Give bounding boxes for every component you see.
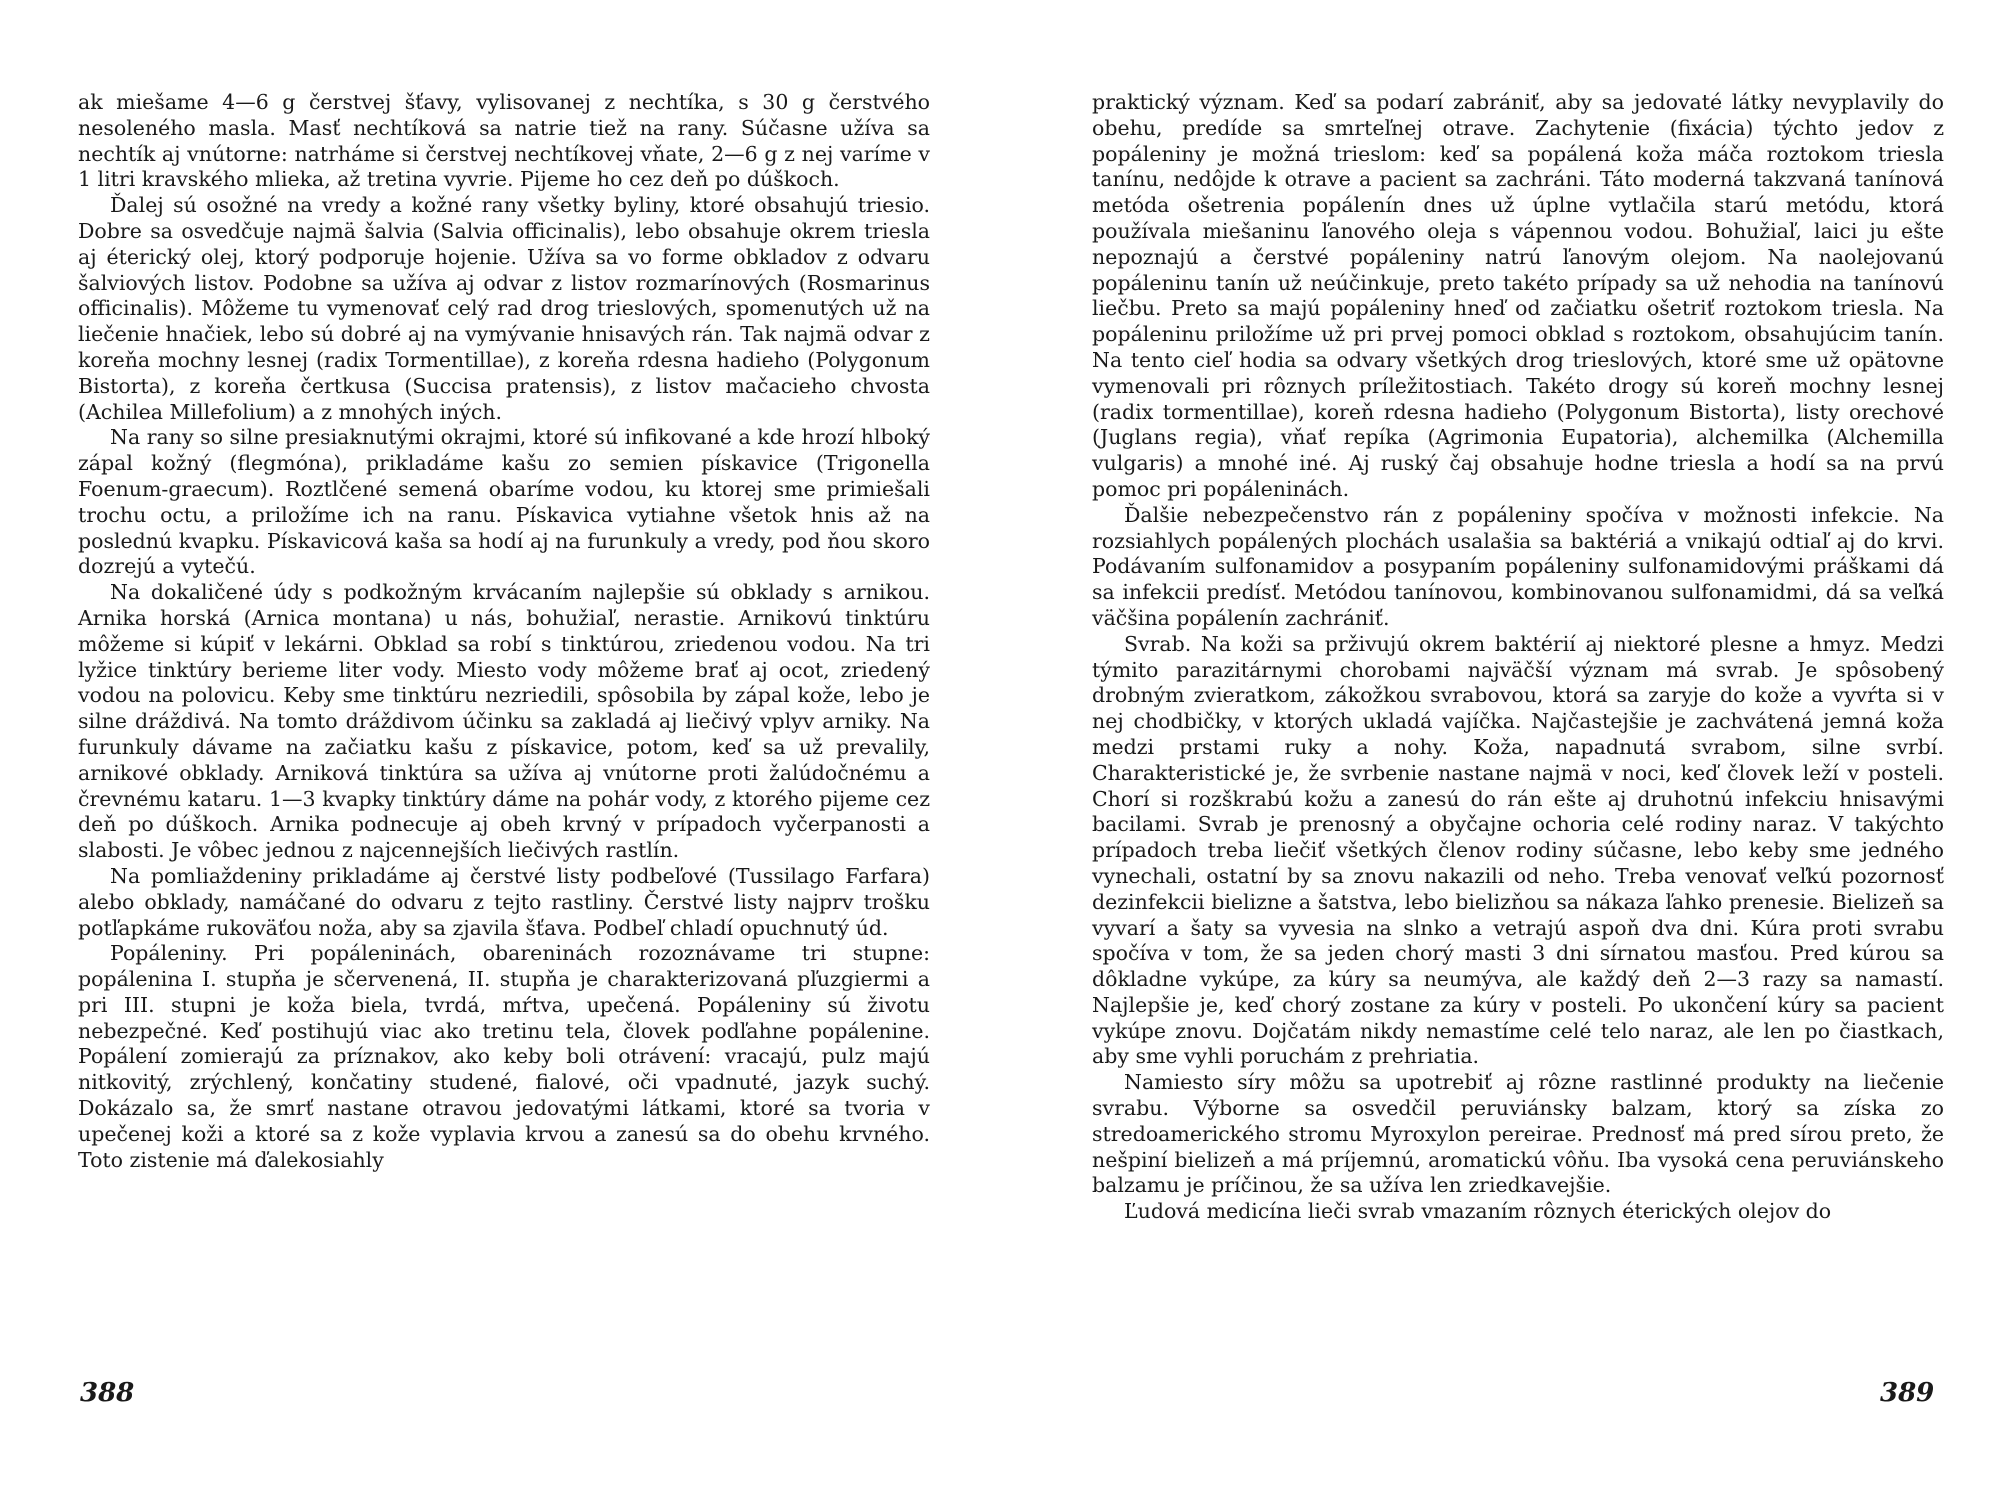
paragraph: Ďalej sú osožné na vredy a kožné rany všetky byliny, ktoré obsahujú triesio. Dobre sa osvedčuje najmä šalvia (Salvia officinalis), lebo obsahuje okrem triesla aj éterický olej, ktorý podporuje hojenie. Užíva sa vo forme obkladov z odvaru šalviových listov. Podobne sa užíva aj odvar z listov rozmarínových (Rosmarinus officinalis). Môžeme tu vymenovať celý rad drog trieslových, spomenutých už na liečenie hnačiek, lebo sú dobré aj na vymývanie hnisavých rán. Tak najmä odvar z koreňa mochny lesnej (radix Tormentillae), z koreňa rdesna hadieho (Polygonum Bistorta), z koreňa čertkusa (Succisa pratensis), z listov mačacieho chvosta (Achilea Millefolium) a z mnohých iných. (78, 193, 930, 424)
paragraph: Ľudová medicína lieči svrab vmazaním rôznych éterických olejov do (1124, 1199, 1832, 1224)
paragraph: ak miešame 4—6 g čerstvej šťavy, vylisovanej z nechtíka, s 30 g čerstvého nesoleného masla. Masť nechtíková sa natrie tiež na rany. Súčasne užíva sa nechtík aj vnútorne: natrháme si čerstvej nechtíkovej vňate, 2—6 g z nej varíme v 1 litri kravského mlieka, až tretina vyvrie. Pijeme ho cez deň po dúškoch. (78, 90, 930, 192)
page-number-left: 388 (80, 1378, 135, 1408)
paragraph: praktický význam. Keď sa podarí zabrániť, aby sa jedovaté látky nevyplavily do obehu, predíde sa smrteľnej otrave. Zachytenie (fixácia) týchto jedov z popáleniny je možná trieslom: keď sa popálená koža máča roztokom triesla tanínu, nedôjde k otrave a pacient sa zachráni. Táto moderná takzvaná tanínová metóda ošetrenia popálenín dnes už úplne vytlačila starú metódu, ktorá používala miešaninu ľanového oleja s vápennou vodou. Bohužiaľ, laici ju ešte nepoznajú a čerstvé popáleniny natrú ľanovým olejom. Na naolejovanú popáleninu tanín už neúčinkuje, preto takéto prípady sa už nehodia na tanínovú liečbu. Preto sa majú popáleniny hneď od začiatku ošetriť roztokom triesla. Na popáleninu priložíme už pri prvej pomoci obklad s roztokom, obsahujúcim tanín. Na tento cieľ hodia sa odvary všetkých drog trieslových, ktoré sme už opätovne vymenovali pri rôznych príležitostiach. Takéto drogy sú koreň mochny lesnej (radix tormentillae), koreň rdesna hadieho (Polygonum Bistorta), listy orechové (Juglans regia), vňať repíka (Agrimonia Eupatoria), alchemilka (Alchemilla vulgaris) a mnohé iné. Aj ruský čaj obsahuje hodne triesla a hodí sa na prvú pomoc pri popáleninách. (1092, 90, 1944, 501)
paragraph: Namiesto síry môžu sa upotrebiť aj rôzne rastlinné produkty na liečenie svrabu. Výborne sa osvedčil peruviánsky balzam, ktorý sa získa zo stredoamerického stromu Myroxylon pereirae. Prednosť má pred sírou preto, že nešpiní bielizeň a má príjemnú, aromatickú vôňu. Iba vysoká cena peruviánskeho balzamu je príčinou, že sa užíva len zriedkavejšie. (1092, 1070, 1944, 1198)
paragraph: Svrab. Na koži sa prživujú okrem baktérií aj niektoré plesne a hmyz. Medzi týmito parazitárnymi chorobami najväčší význam má svrab. Je spôsobený drobným zvieratkom, zákožkou svrabovou, ktorá sa zaryje do kože a vyvŕta si v nej chodbičky, v ktorých ukladá vajíčka. Najčastejšie je zachvátená jemná koža medzi prstami ruky a nohy. Koža, napadnutá svrabom, silne svrbí. Charakteristické je, že svrbenie nastane najmä v noci, keď človek leží v posteli. Chorí si rozškrabú kožu a zanesú do rán ešte aj druhotnú infekciu hnisavými bacilami. Svrab je prenosný a obyčajne ochoria celé rodiny naraz. V takýchto prípadoch treba liečiť všetkých členov rodiny súčasne, lebo keby sme jedného vynechali, ostatní by sa znovu nakazili od neho. Treba venovať veľkú pozornosť dezinfekcii bielizne a šatstva, lebo bielizňou sa nákaza ľahko prenesie. Bielizeň sa vyvarí a šaty sa vyvesia na slnko a vetrajú aspoň dva dni. Kúra proti svrabu spočíva v tom, že sa jeden chorý masti 3 dni sírnatou masťou. Pred kúrou sa dôkladne vykúpe, za kúry sa neumýva, ale každý deň 2—3 razy sa namastí. Najlepšie je, keď chorý zostane za kúry v posteli. Po ukončení kúry sa pacient vykúpe znovu. Dojčatám nikdy nemastíme celé telo naraz, ale len po čiastkach, aby sme vyhli poruchám z prehriatia. (1092, 631, 1944, 1069)
page-number-right: 389 (1880, 1378, 1935, 1408)
left-page (78, 90, 930, 1420)
paragraph: Na pomliaždeniny prikladáme aj čerstvé listy podbeľové (Tussilago Farfara) alebo obklady, namáčané do odvaru z tejto rastliny. Čerstvé listy najprv trošku potľapkáme rukoväťou noža, aby sa zjavila šťava. Podbeľ chladí opuchnutý úd. (78, 863, 930, 940)
paragraph: Na rany so silne presiaknutými okrajmi, ktoré sú infikované a kde hrozí hlboký zápal kožný (flegmóna), prikladáme kašu zo semien pískavice (Trigonella Foenum-graecum). Roztlčené semená obaríme vodou, ku ktorej sme primiešali trochu octu, a priložíme ich na ranu. Pískavica vytiahne všetok hnis až na poslednú kvapku. Pískavicová kaša sa hodí aj na furunkuly a vredy, pod ňou skoro dozrejú a vytečú. (78, 425, 930, 579)
paragraph: Ďalšie nebezpečenstvo rán z popáleniny spočíva v možnosti infekcie. Na rozsiahlych popálených plochách usalašia sa baktériá a vnikajú odtiaľ aj do krvi. Podávaním sulfonamidov a posypaním popáleniny sulfonamidovými práškami dá sa infekcii predísť. Metódou tanínovou, kombinovanou sulfonamidmi, dá sa veľká väčšina popálenín zachrániť. (1092, 502, 1944, 630)
paragraph: Popáleniny. Pri popáleninách, obareninách rozoznávame tri stupne: popálenina I. stupňa je sčervenená, II. stupňa je charakterizovaná pľuzgiermi a pri III. stupni je koža biela, tvrdá, mŕtva, upečená. Popáleniny sú životu nebezpečné. Keď postihujú viac ako tretinu tela, človek podľahne popálenine. Popálení zomierajú za príznakov, ako keby boli otrávení: vracajú, pulz majú nitkovitý, zrýchlený, končatiny studené, fialové, oči vpadnuté, jazyk suchý. Dokázalo sa, že smrť nastane otravou jedovatými látkami, ktoré sa tvoria v upečenej koži a ktoré sa z kože vyplavia krvou a zanesú sa do obehu krvného. Toto zistenie má ďalekosiahly (78, 941, 930, 1172)
paragraph: Na dokaličené údy s podkožným krvácaním najlepšie sú obklady s arnikou. Arnika horská (Arnica montana) u nás, bohužiaľ, nerastie. Arnikovú tinktúru môžeme si kúpiť v lekárni. Obklad sa robí s tinktúrou, zriedenou vodou. Na tri lyžice tinktúry berieme liter vody. Miesto vody môžeme brať aj ocot, zriedený vodou na polovicu. Keby sme tinktúru nezriedili, spôsobila by zápal kože, lebo je silne dráždivá. Na tomto dráždivom účinku sa zakladá aj liečivý vplyv arniky. Na furunkuly dávame na začiatku kašu z pískavice, potom, keď sa už prevalily, arnikové obklady. Arniková tinktúra sa užíva aj vnútorne proti žalúdočnému a črevnému kataru. 1—3 kvapky tinktúry dáme na pohár vody, z ktorého pijeme cez deň po dúškoch. Arnika podnecuje aj obeh krvný v prípadoch vyčerpanosti a slabosti. Je vôbec jednou z najcennejších liečivých rastlín. (78, 580, 930, 863)
right-page (1092, 90, 1944, 1420)
